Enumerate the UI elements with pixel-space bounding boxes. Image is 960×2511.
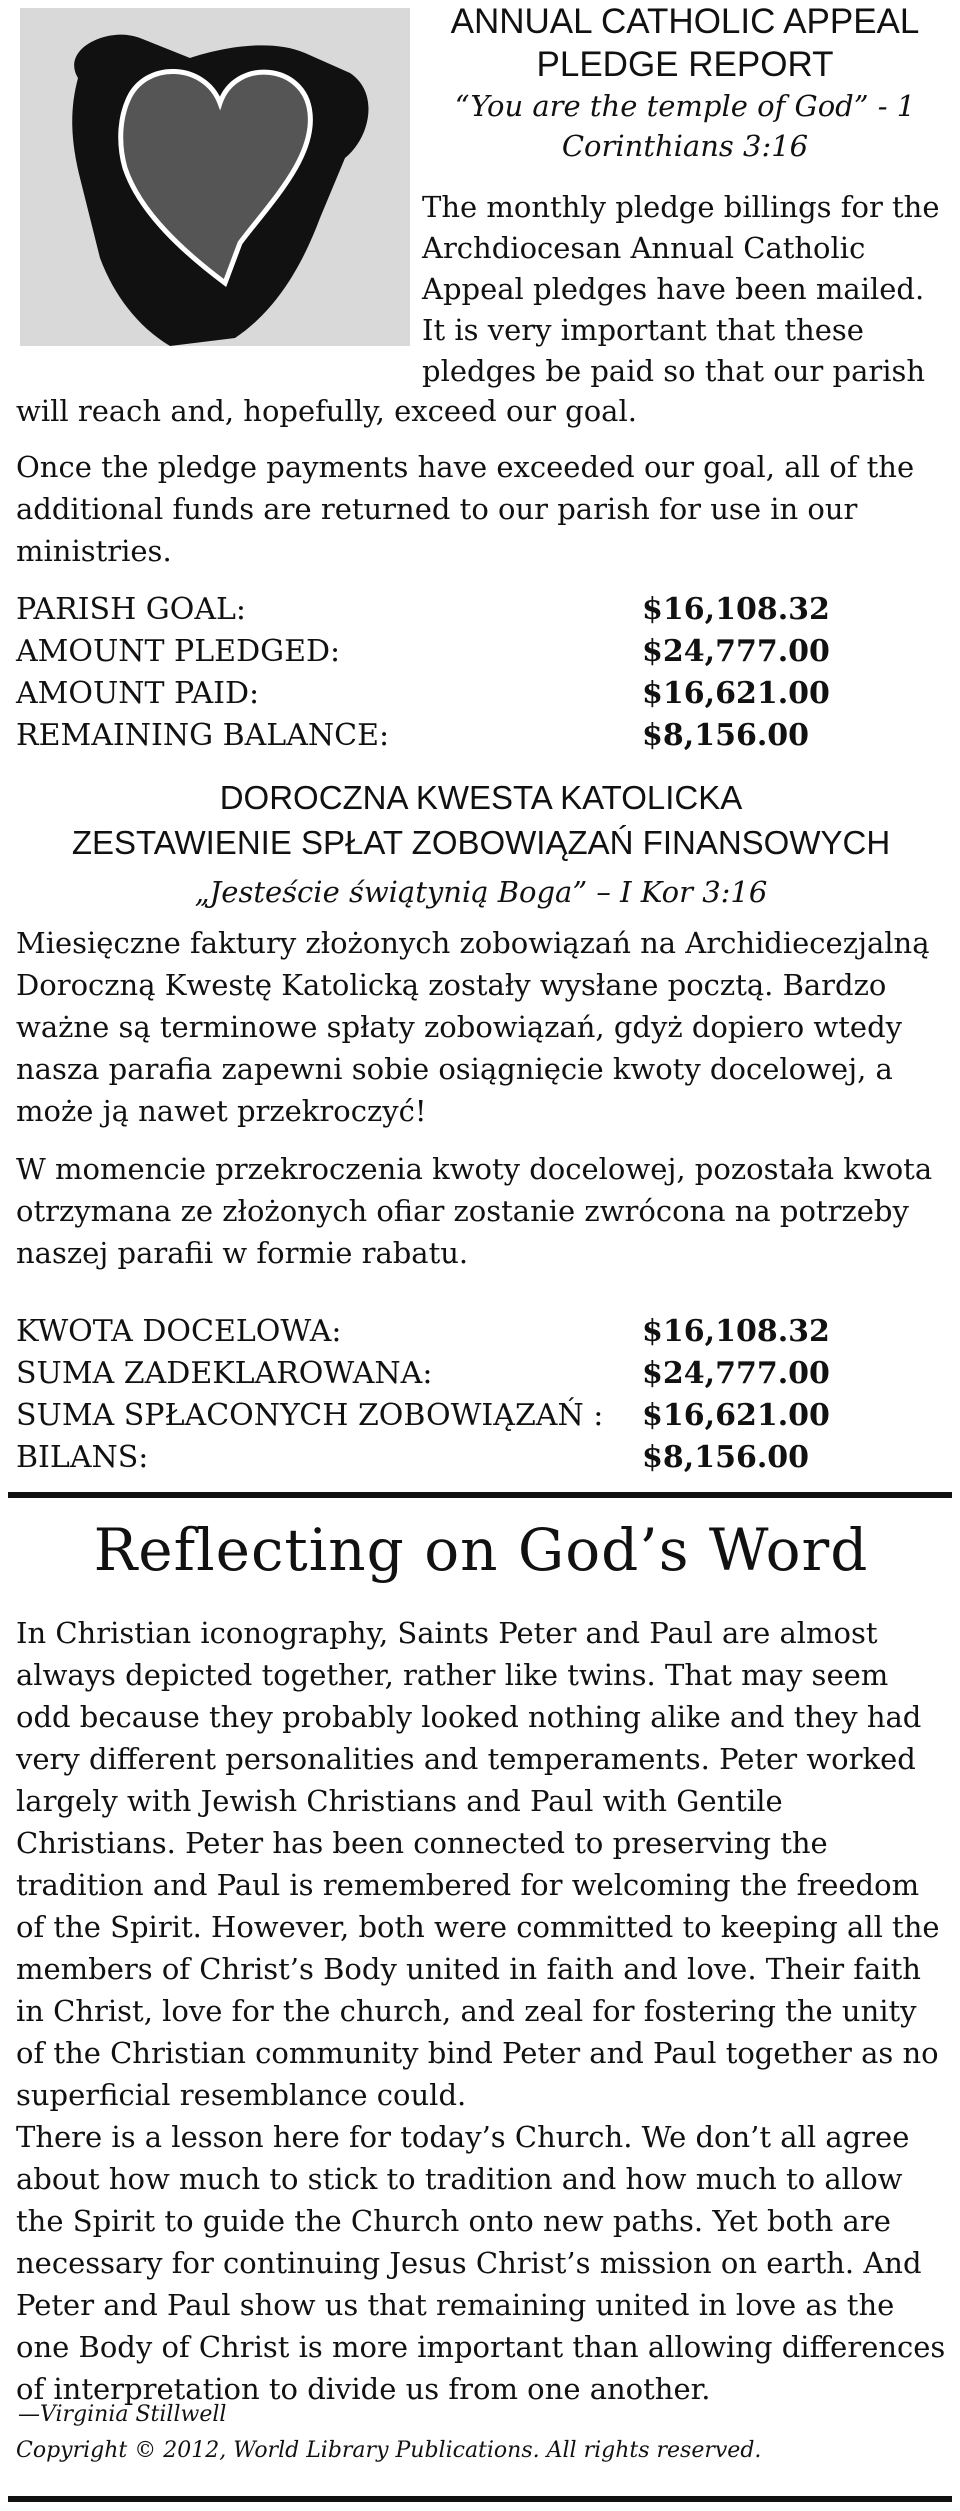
totals-row [16,672,946,714]
appeal-totals-table [16,588,946,756]
totals-row [16,1310,946,1352]
totals-value: $16,108.32 [642,591,830,627]
totals-row [16,630,946,672]
appeal-title-line2: PLEDGE REPORT [536,45,834,84]
heart-in-hand-icon [20,8,410,346]
reflection-author: —Virginia Stillwell [18,2402,227,2427]
appeal-pl-title-line2: ZESTAWIENIE SPŁAT ZOBOWIĄZAŃ FINANSOWYCH [71,824,891,861]
totals-value: $24,777.00 [642,1355,830,1391]
reflection-paragraph-2: There is a lesson here for today’s Church. We don’t all agree about how much to stick to tradition and how much to allow the Spirit to guide the Church onto new paths. Yet both are necessary for continuing Jesus Christ’s mission on earth. And Peter and Paul show us that remaining united in love as the one Body of Christ is more important than allowing differences of interpretation to divide us from one another. [16,2120,946,2406]
totals-label: AMOUNT PLEDGED: [16,633,341,669]
totals-label: AMOUNT PAID: [16,675,260,711]
totals-label: SUMA ZADEKLAROWANA: [16,1355,433,1391]
totals-row [16,588,946,630]
totals-row [16,1352,946,1394]
appeal-pl-subtitle: „Jesteście świątynią Boga” – I Kor 3:16 [194,875,768,909]
totals-value: $16,621.00 [642,1397,830,1433]
appeal-title-line1: ANNUAL CATHOLIC APPEAL [450,2,920,41]
section-divider [8,1492,952,1498]
totals-value: $16,108.32 [642,1313,830,1349]
appeal-pl-totals-table [16,1310,946,1478]
appeal-subtitle: “You are the temple of God” - 1 Corinthians 3:16 [454,89,916,163]
totals-label: REMAINING BALANCE: [16,717,390,753]
totals-row [16,714,946,756]
reflection-body [16,1612,951,2410]
appeal-paragraph-1: The monthly pledge billings for the Archdiocesan Annual Catholic Appeal pledges have been mailed. It is very important that these pledges be paid so that our parish [422,190,940,388]
totals-row [16,1436,946,1478]
appeal-pl-title [16,775,946,865]
section-divider [8,2496,952,2502]
totals-value: $8,156.00 [642,717,810,753]
totals-value: $8,156.00 [642,1439,810,1475]
appeal-pl-paragraph-2: W momencie przekroczenia kwoty docelowej, pozostała kwota otrzymana ze złożonych ofiar zostanie zwrócona na potrzeby naszej parafii w formie rabatu. [16,1152,933,1270]
totals-label: SUMA SPŁACONYCH ZOBOWIĄZAŃ : [16,1397,604,1433]
appeal-paragraph-2: Once the pledge payments have exceeded our goal, all of the additional funds are returned to our parish for use in our ministries. [16,450,915,568]
totals-label: PARISH GOAL: [16,591,247,627]
totals-value: $16,621.00 [642,675,830,711]
copyright-notice: Copyright © 2012, World Library Publications. All rights reserved. [16,2438,762,2463]
reflection-paragraph-1: In Christian iconography, Saints Peter and Paul are almost always depicted together, rather like twins. That may seem odd because they probably looked nothing alike and they had very different personalities and temperaments. Peter worked largely with Jewish Christians and Paul with Gentile Christians. Peter has been connected to preserving the tradition and Paul is remembered for welcoming the freedom of the Spirit. However, both were committed to keeping all the members of Christ’s Body united in faith and love. Their faith in Christ, love for the church, and zeal for fostering the unity of the Christian community bind Peter and Paul together as no superficial resemblance could. [16,1616,940,2112]
appeal-title [425,0,945,86]
reflection-title: Reflecting on God’s Word [93,1516,869,1584]
totals-value: $24,777.00 [642,633,830,669]
totals-label: BILANS: [16,1439,149,1475]
appeal-paragraph-1-tail: will reach and, hopefully, exceed our goal. [16,394,637,428]
totals-label: KWOTA DOCELOWA: [16,1313,342,1349]
appeal-pl-paragraph-1: Miesięczne faktury złożonych zobowiązań na Archidiecezjalną Doroczną Kwestę Katolicką zostały wysłane pocztą. Bardzo ważne są terminowe spłaty zobowiązań, gdyż dopiero wtedy nasza parafia zapewni sobie osiągnięcie kwoty docelowej, a może ją nawet przekroczyć! [16,926,930,1128]
totals-row [16,1394,946,1436]
appeal-pl-title-line1: DOROCZNA KWESTA KATOLICKA [219,779,743,816]
